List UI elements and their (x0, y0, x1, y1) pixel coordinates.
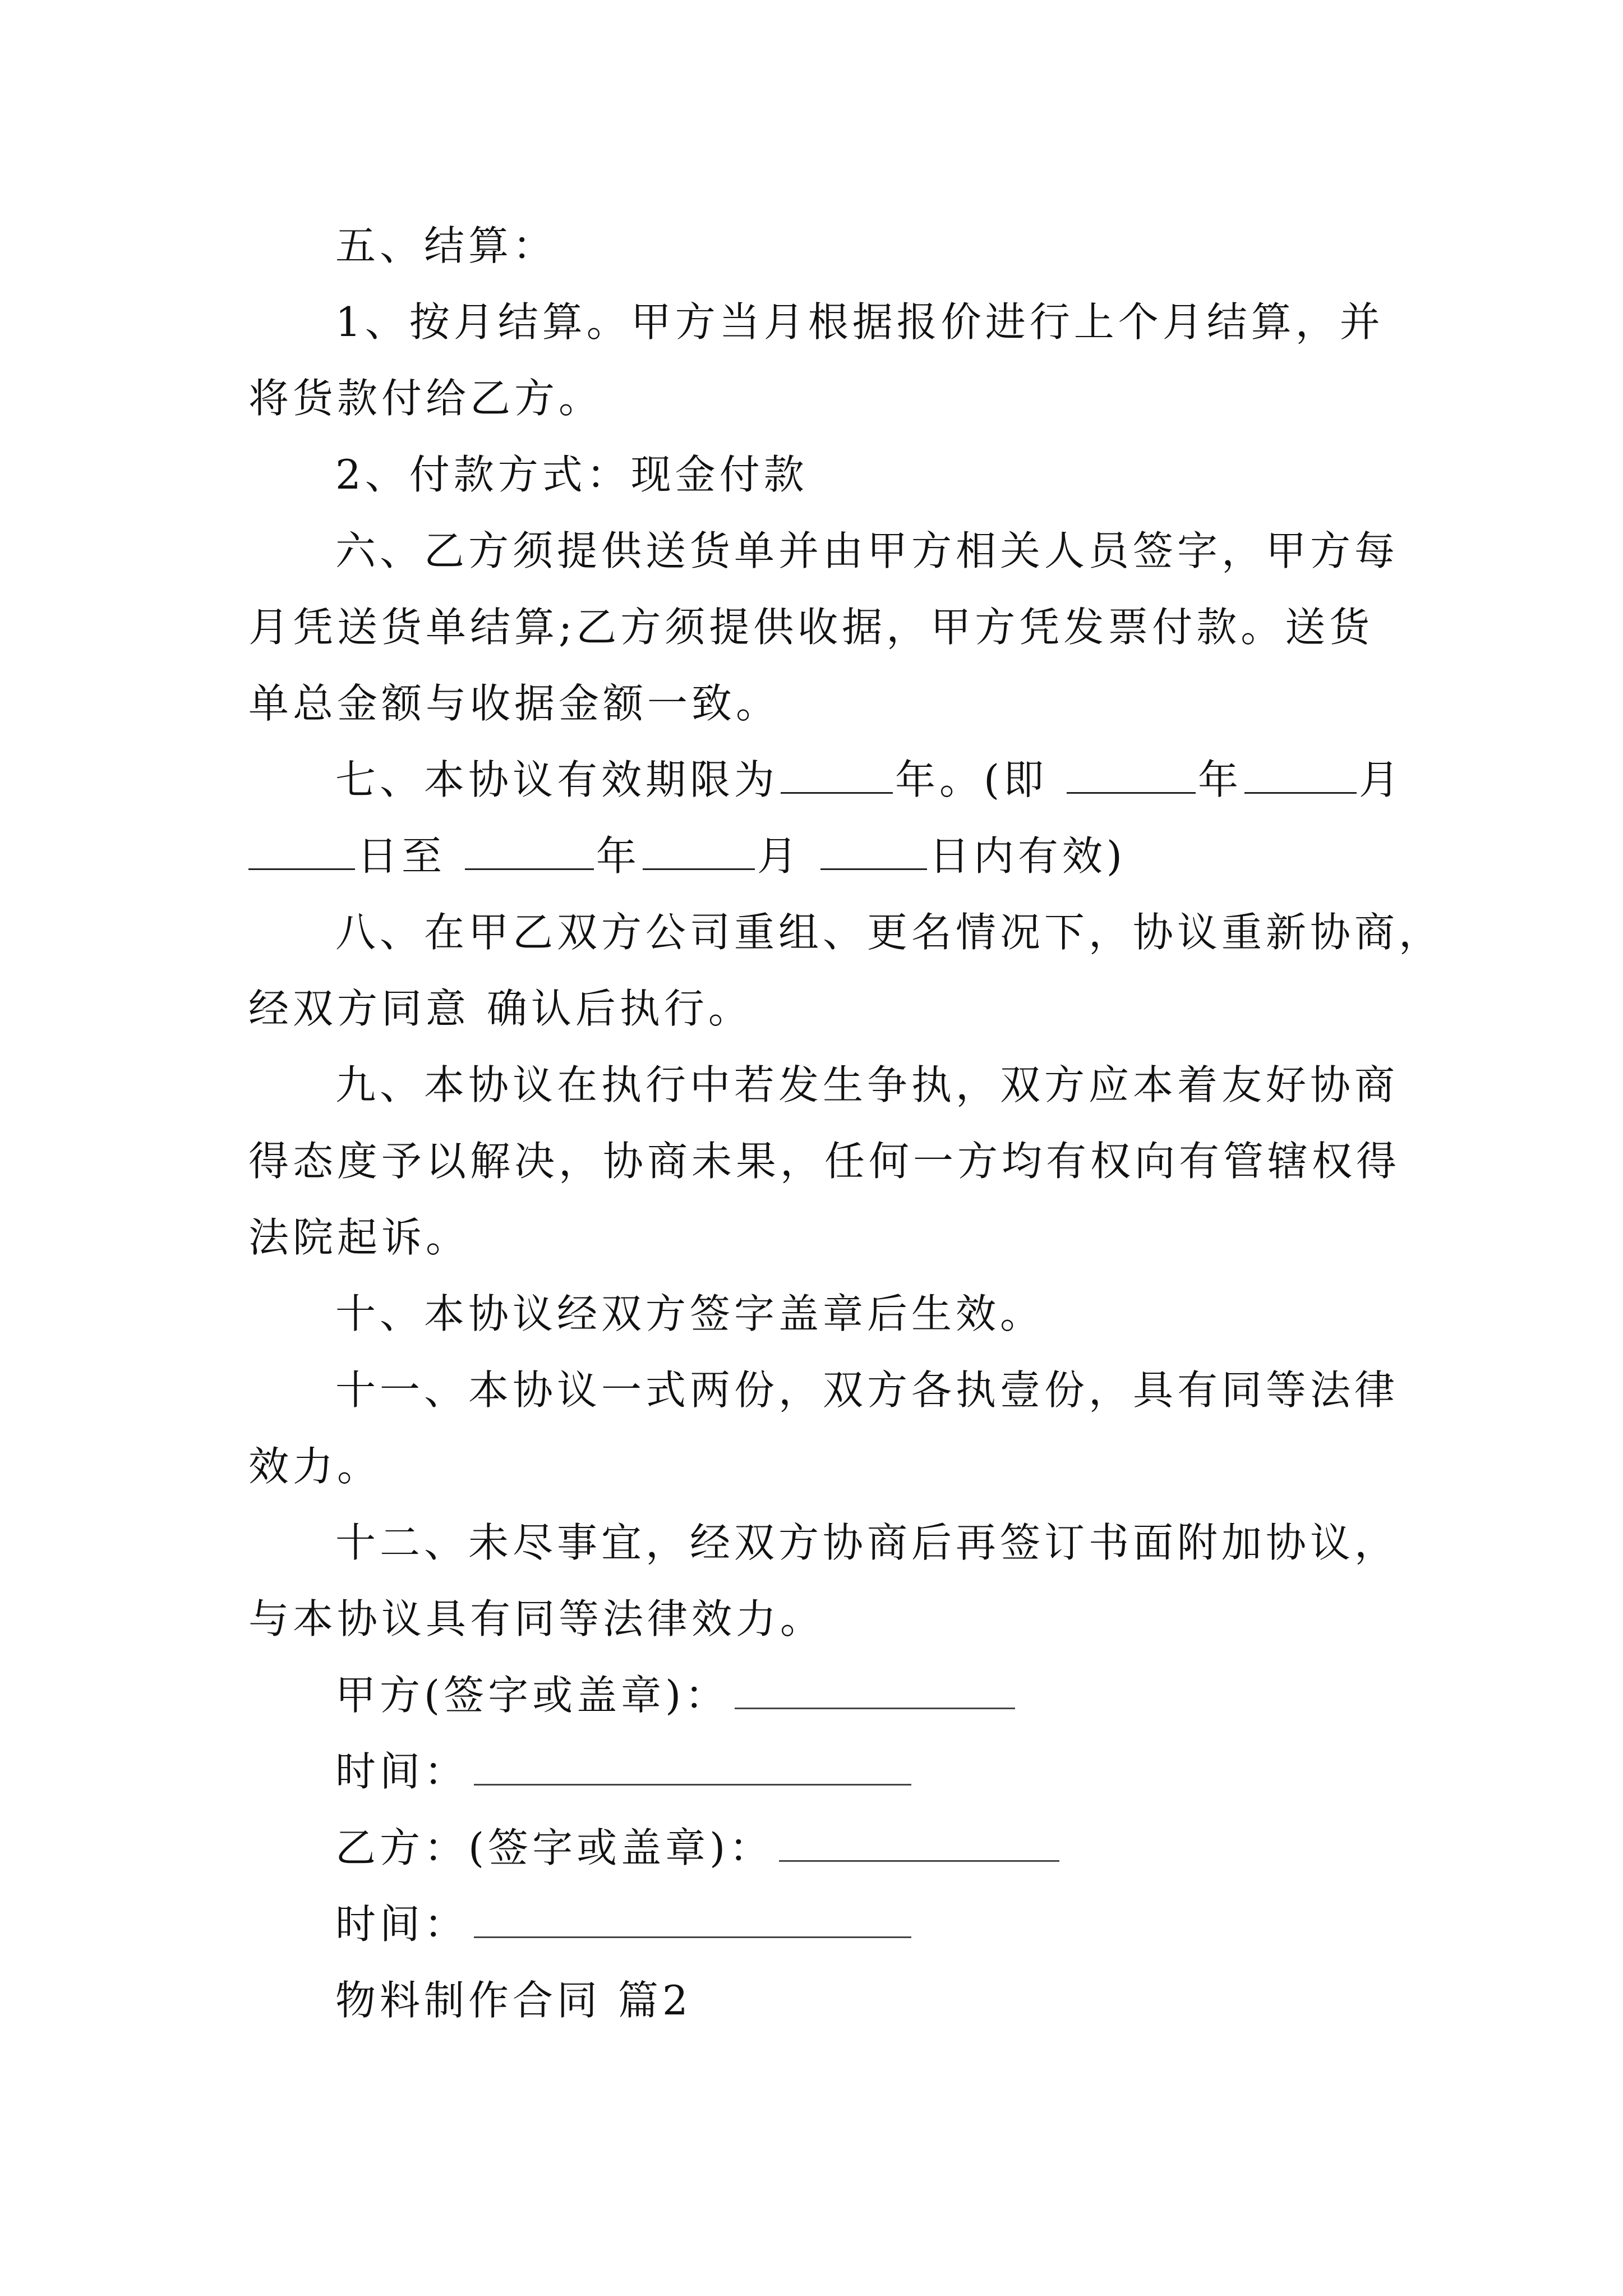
party-a-signature-field[interactable] (735, 1667, 1015, 1709)
party-b-time-label: 时间： (335, 1901, 469, 1948)
section-9-line-2: 得态度予以解决，协商未果，任何一方均有权向有管辖权得 (248, 1138, 1401, 1185)
party-a-time-label: 时间： (335, 1748, 469, 1795)
party-b-label: 乙方：(签字或盖章)： (335, 1824, 774, 1871)
end-year-blank[interactable] (465, 829, 594, 870)
section-7-line-1 (248, 742, 1404, 818)
party-b-signature-field[interactable] (779, 1820, 1059, 1862)
party-a-signature-row (248, 1657, 1387, 1733)
term-years-blank[interactable] (781, 753, 893, 794)
section-7-text-6: 年 (596, 832, 640, 880)
section-5-item-1-line-1: 1、按月结算。甲方当月根据报价进行上个月结算，并 (335, 298, 1384, 346)
section-7-line-2 (248, 818, 1387, 894)
section-6-line-2: 月凭送货单结算;乙方须提供收据，甲方凭发票付款。送货 (248, 604, 1374, 651)
section-8-line-2: 经双方同意 确认后执行。 (248, 985, 753, 1032)
document-page (248, 208, 1444, 2039)
party-a-time-row (248, 1733, 1387, 1810)
section-9-line-3: 法院起诉。 (248, 1214, 471, 1261)
section-6-line-1: 六、乙方须提供送货单并由甲方相关人员签字，甲方每 (335, 527, 1399, 574)
section-5-item-1-line-2: 将货款付给乙方。 (248, 375, 603, 422)
next-contract-title: 物料制作合同 篇2 (335, 1977, 692, 2024)
party-b-signature-row (248, 1810, 1387, 1886)
section-11-line-2: 效力。 (248, 1443, 382, 1490)
section-10: 十、本协议经双方签字盖章后生效。 (335, 1290, 1045, 1337)
section-5-title: 五、结算： (335, 222, 557, 269)
end-month-blank[interactable] (643, 829, 755, 870)
party-b-time-field[interactable] (474, 1896, 911, 1938)
section-8-line-1: 八、在甲乙双方公司重组、更名情况下，协议重新协商， (335, 909, 1444, 956)
section-12-line-2: 与本协议具有同等法律效力。 (248, 1595, 825, 1642)
section-7-text-5: 日至 (357, 832, 446, 880)
start-month-blank[interactable] (1244, 753, 1357, 794)
section-9-line-1: 九、本协议在执行中若发生争执，双方应本着友好协商 (335, 1061, 1399, 1108)
section-7-text-7: 月 (757, 832, 801, 880)
section-6-line-3: 单总金额与收据金额一致。 (248, 680, 781, 727)
section-11-line-1: 十一、本协议一式两份，双方各执壹份，具有同等法律 (335, 1366, 1399, 1414)
section-12-line-1: 十二、未尽事宜，经双方协商后再签订书面附加协议， (335, 1519, 1399, 1566)
section-7-text-4: 月 (1359, 756, 1404, 803)
section-7-text-2: 年。(即 (895, 756, 1048, 803)
start-day-blank[interactable] (248, 829, 355, 870)
section-7-text-3: 年 (1198, 756, 1243, 803)
section-7-text-8: 日内有效) (929, 832, 1126, 880)
party-b-time-row (248, 1886, 1387, 1962)
start-year-blank[interactable] (1067, 753, 1196, 794)
party-a-label: 甲方(签字或盖章)： (335, 1672, 730, 1719)
section-7-text-1: 七、本协议有效期限为 (335, 756, 779, 803)
party-a-time-field[interactable] (474, 1743, 911, 1786)
section-5-item-2: 2、付款方式：现金付款 (335, 451, 808, 498)
end-day-blank[interactable] (820, 829, 927, 870)
